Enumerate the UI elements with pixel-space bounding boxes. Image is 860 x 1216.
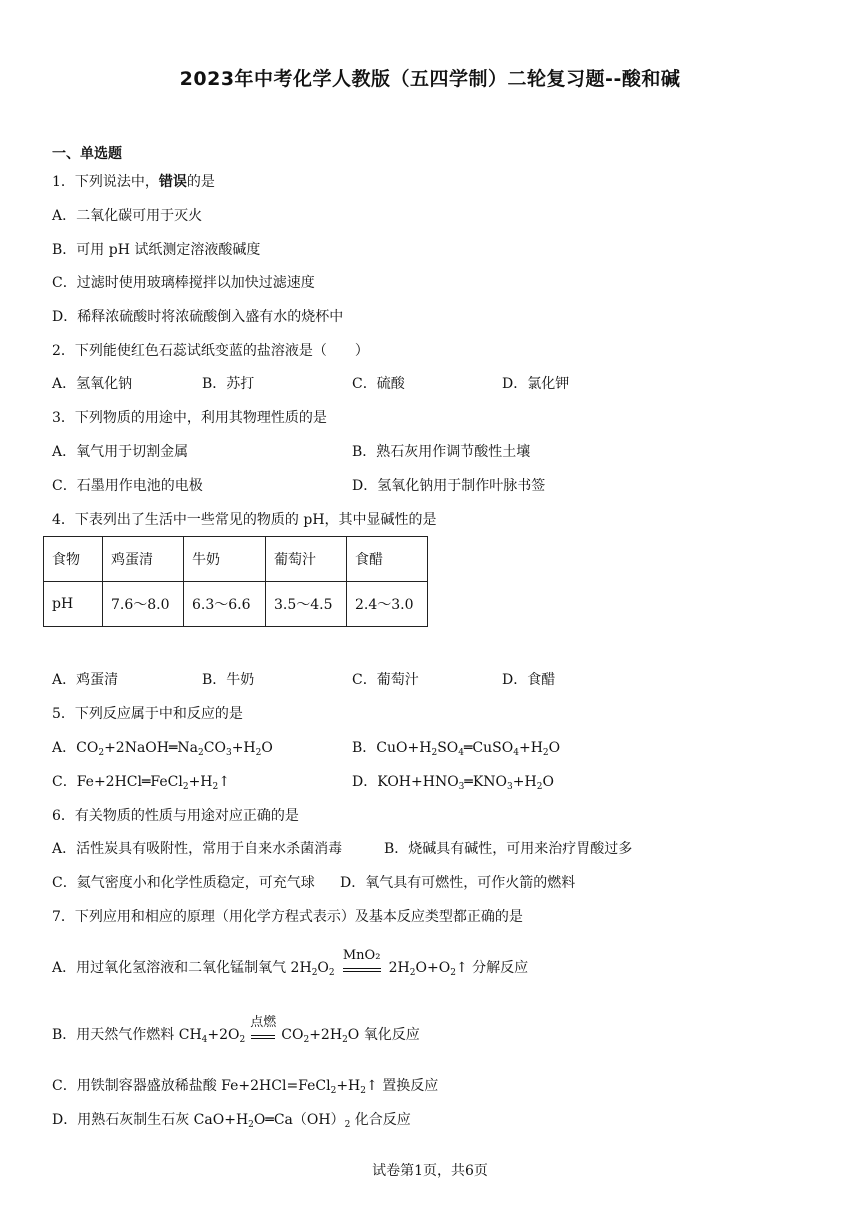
q7-option-a: A．用过氧化氢溶液和二氧化锰制氧气 $2H_2O_2$ MnO₂ $2H_2O+O_2↑$ 分解反应 [52,948,529,978]
question-2-stem: 2．下列能使红色石蕊试纸变蓝的盐溶液是（ ） [52,343,369,359]
reaction-condition [249,1015,277,1045]
reaction-condition [339,948,385,978]
q1-stem-bold: 错误 [158,174,187,190]
q6-option-b: B．烧碱具有碱性，可用来治疗胃酸过多 [384,841,633,857]
q1-option-c: C．过滤时使用玻璃棒搅拌以加快过滤速度 [52,275,315,291]
q7-d-text: D．用熟石灰制生石灰 [52,1112,190,1128]
table-cell: 葡萄汁 [266,537,347,582]
question-6-stem: 6．有关物质的性质与用途对应正确的是 [52,808,299,824]
q3-option-d: D．氢氧化钠用于制作叶脉书签 [352,478,546,494]
q5-option-c: C．$Fe+2HCl═FeCl_2+H_2↑$ [52,774,230,792]
reaction-condition-label: 点燃 [250,1015,277,1030]
option-label: A． [52,740,77,756]
page-title: 2023年中考化学人教版（五四学制）二轮复习题--酸和碱 [179,68,681,90]
page-footer: 试卷第1页，共6页 [372,1163,488,1179]
ph-table [43,536,428,627]
q3-option-a: A．氧气用于切割金属 [52,444,189,460]
q1-option-b: B．可用 pH 试纸测定溶液酸碱度 [52,242,261,258]
q7-a-text: A．用过氧化氢溶液和二氧化锰制氧气 [52,960,287,976]
q6-option-a: A．活性炭具有吸附性，常用于自来水杀菌消毒 [52,841,343,857]
ph-table-value-row [44,582,428,627]
q1-stem-post: 的是 [186,174,215,190]
q7-a-type: 分解反应 [472,960,529,976]
q7-c-text: C．用铁制容器盛放稀盐酸 [52,1078,217,1094]
table-cell: 2.4～3.0 [347,582,428,627]
question-3-stem: 3．下列物质的用途中，利用其物理性质的是 [52,410,327,426]
q2-option-b: B．苏打 [202,376,255,392]
q6-option-d: D．氧气具有可燃性，可作火箭的燃料 [340,875,576,891]
table-cell: 6.3～6.6 [184,582,266,627]
q7-option-c: C．用铁制容器盛放稀盐酸 $Fe+2HCl=FeCl_2+H_2↑$ 置换反应 [52,1078,439,1096]
q4-option-d: D．食醋 [502,672,556,688]
question-1-stem [52,172,215,192]
table-cell: 3.5～4.5 [266,582,347,627]
q4-option-c: C．葡萄汁 [352,672,419,688]
q2-option-d: D．氯化钾 [502,376,570,392]
table-cell: 食物 [44,537,103,582]
q7-d-type: 化合反应 [354,1112,411,1128]
q3-option-c: C．石墨用作电池的电极 [52,478,203,494]
q7-option-b: B．用天然气作燃料 $CH_4+2O_2$ 点燃 $CO_2+2H_2O$ 氧化反应 [52,1015,420,1045]
q6-option-c: C．氦气密度小和化学性质稳定，可充气球 [52,875,315,891]
table-cell: 7.6～8.0 [103,582,184,627]
option-label: D． [352,774,378,790]
reaction-condition-label: MnO₂ [342,948,381,963]
option-label: B． [352,740,377,756]
table-cell: 牛奶 [184,537,266,582]
q2-option-c: C．硫酸 [352,376,405,392]
q1-stem-pre: 1．下列说法中， [52,174,159,190]
q1-option-a: A．二氧化碳可用于灭火 [52,208,203,224]
q1-option-d: D．稀释浓硫酸时将浓硫酸倒入盛有水的烧杯中 [52,309,344,325]
question-7-stem: 7．下列应用和相应的原理（用化学方程式表示）及基本反应类型都正确的是 [52,909,523,925]
question-4-stem: 4．下表列出了生活中一些常见的物质的 pH，其中显碱性的是 [52,512,437,528]
option-label: C． [52,774,77,790]
table-cell: pH [44,582,103,627]
q4-option-a: A．鸡蛋清 [52,672,119,688]
question-5-stem: 5．下列反应属于中和反应的是 [52,706,243,722]
q5-option-d: D．$KOH+HNO_3═KNO_3+H_2O$ [352,774,554,792]
table-cell: 食醋 [347,537,428,582]
q7-option-d: D．用熟石灰制生石灰 $CaO+H_2O═Ca(OH)_2$ 化合反应 [52,1112,411,1130]
q5-option-a: A．$CO_2+2NaOH═Na_2CO_3+H_2O$ [52,740,273,758]
section-heading: 一、单选题 [52,146,122,162]
table-cell: 鸡蛋清 [103,537,184,582]
q7-b-text: B．用天然气作燃料 [52,1027,175,1043]
q7-c-type: 置换反应 [382,1078,439,1094]
q2-option-a: A．氢氧化钠 [52,376,133,392]
ph-table-header-row [44,537,428,582]
q4-option-b: B．牛奶 [202,672,255,688]
q5-option-b: B．$CuO+H_2SO_4═CuSO_4+H_2O$ [352,740,561,758]
q3-option-b: B．熟石灰用作调节酸性土壤 [352,444,531,460]
q7-b-type: 氧化反应 [363,1027,420,1043]
